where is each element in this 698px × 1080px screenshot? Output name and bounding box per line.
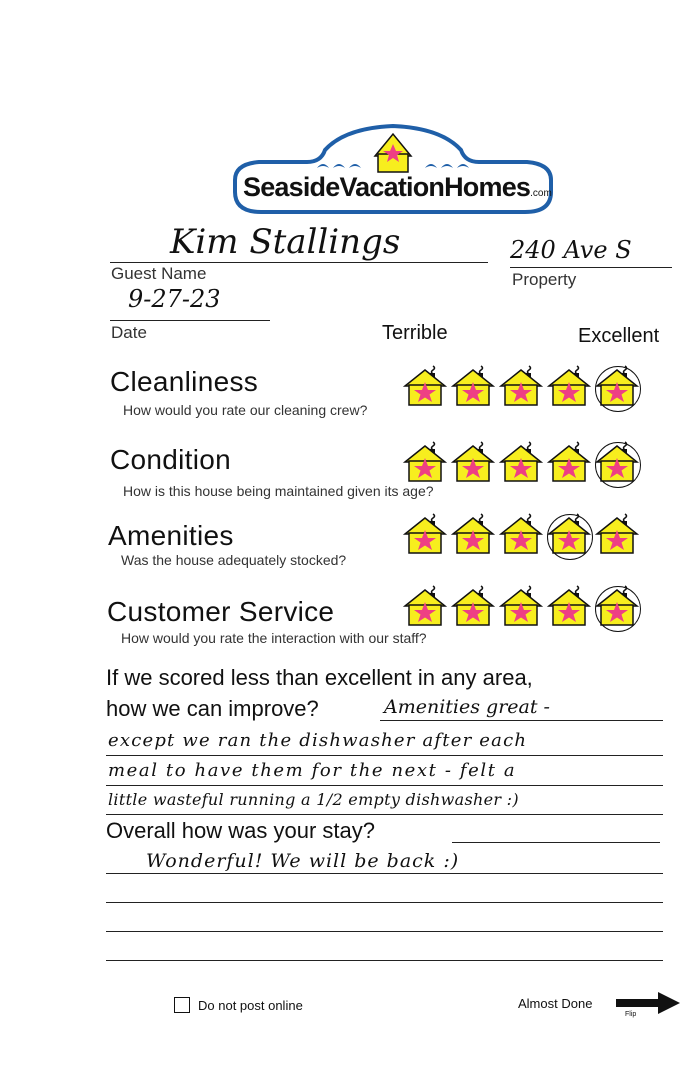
rating-house-2-icon[interactable]	[450, 510, 496, 556]
brand-logo	[225, 120, 560, 220]
guest-name-value: Kim Stallings	[170, 222, 401, 262]
rating-title: Amenities	[108, 520, 234, 551]
rating-title: Cleanliness	[110, 366, 259, 397]
rating-title: Customer Service	[107, 596, 335, 627]
rating-house-3-icon[interactable]	[498, 438, 544, 484]
property-label: Property	[512, 270, 577, 289]
rating-house-3-icon[interactable]	[498, 582, 544, 628]
rating-houses	[402, 582, 640, 628]
overall-prompt: Overall how was your stay?	[106, 818, 375, 843]
rating-house-5-icon[interactable]	[594, 510, 640, 556]
rating-row-customer-service	[0, 582, 698, 646]
answer-rule	[380, 720, 663, 721]
do-not-post-label: Do not post online	[198, 998, 303, 1013]
rating-question: How would you rate the interaction with our staff?	[121, 630, 427, 646]
answer-rule	[106, 785, 663, 786]
guest-name-line	[110, 262, 488, 263]
improve-answer-line: meal to have them for the next - felt a	[108, 760, 517, 781]
rating-house-4-icon[interactable]	[546, 438, 592, 484]
rating-question: How would you rate our cleaning crew?	[123, 402, 368, 418]
brand-wordmark	[243, 172, 552, 203]
property-line	[510, 267, 672, 268]
overall-rule	[106, 873, 663, 874]
rating-house-3-icon[interactable]	[498, 510, 544, 556]
rating-house-1-icon[interactable]	[402, 510, 448, 556]
answer-rule	[106, 755, 663, 756]
rating-title: Condition	[110, 444, 232, 475]
rating-row-cleanliness	[0, 362, 698, 422]
rating-house-2-icon[interactable]	[450, 362, 496, 408]
rating-question: How is this house being maintained given its age?	[123, 483, 434, 499]
rating-house-5-icon[interactable]	[594, 582, 640, 628]
scale-low-label: Terrible	[382, 322, 448, 344]
rating-house-1-icon[interactable]	[402, 582, 448, 628]
rating-houses	[402, 438, 640, 484]
blank-rule	[106, 960, 663, 961]
improve-answer-line: little wasteful running a 1/2 empty dishwasher :)	[108, 790, 519, 809]
overall-rule	[452, 842, 660, 843]
selection-circle	[595, 442, 641, 488]
rating-house-1-icon[interactable]	[402, 362, 448, 408]
blank-rule	[106, 902, 663, 903]
rating-house-4-icon[interactable]	[546, 362, 592, 408]
rating-houses	[402, 362, 640, 408]
logo-badge	[225, 120, 560, 220]
rating-row-condition	[0, 438, 698, 498]
improve-answer-line: except we ran the dishwasher after each	[108, 730, 528, 751]
answer-rule	[106, 814, 663, 815]
flip-label: Flip	[625, 1011, 637, 1018]
brand-name: SeasideVacationHomes	[243, 172, 531, 202]
rating-house-4-icon[interactable]	[546, 510, 592, 556]
blank-rule	[106, 931, 663, 932]
rating-house-3-icon[interactable]	[498, 362, 544, 408]
rating-house-5-icon[interactable]	[594, 362, 640, 408]
date-value: 9-27-23	[128, 285, 221, 313]
guest-name-label: Guest Name	[111, 264, 207, 283]
almost-done-label: Almost Done	[518, 996, 593, 1011]
date-line	[110, 320, 270, 321]
selection-circle	[595, 366, 641, 412]
brand-suffix: .com	[530, 188, 552, 199]
date-label: Date	[111, 323, 147, 342]
rating-row-amenities	[0, 510, 698, 570]
improve-prompt-line1: If we scored less than excellent in any area,	[106, 665, 533, 690]
improve-prompt-line2: how we can improve?	[106, 696, 319, 721]
rating-house-5-icon[interactable]	[594, 438, 640, 484]
rating-house-1-icon[interactable]	[402, 438, 448, 484]
do-not-post-checkbox[interactable]	[174, 997, 190, 1013]
overall-answer: Wonderful! We will be back :)	[146, 850, 460, 872]
scale-high-label: Excellent	[578, 325, 660, 347]
selection-circle	[595, 586, 641, 632]
selection-circle	[547, 514, 593, 560]
rating-house-2-icon[interactable]	[450, 438, 496, 484]
rating-question: Was the house adequately stocked?	[121, 552, 347, 568]
improve-answer-line: Amenities great -	[384, 696, 550, 718]
rating-house-2-icon[interactable]	[450, 582, 496, 628]
rating-houses	[402, 510, 640, 556]
rating-house-4-icon[interactable]	[546, 582, 592, 628]
property-value: 240 Ave S	[510, 236, 632, 264]
